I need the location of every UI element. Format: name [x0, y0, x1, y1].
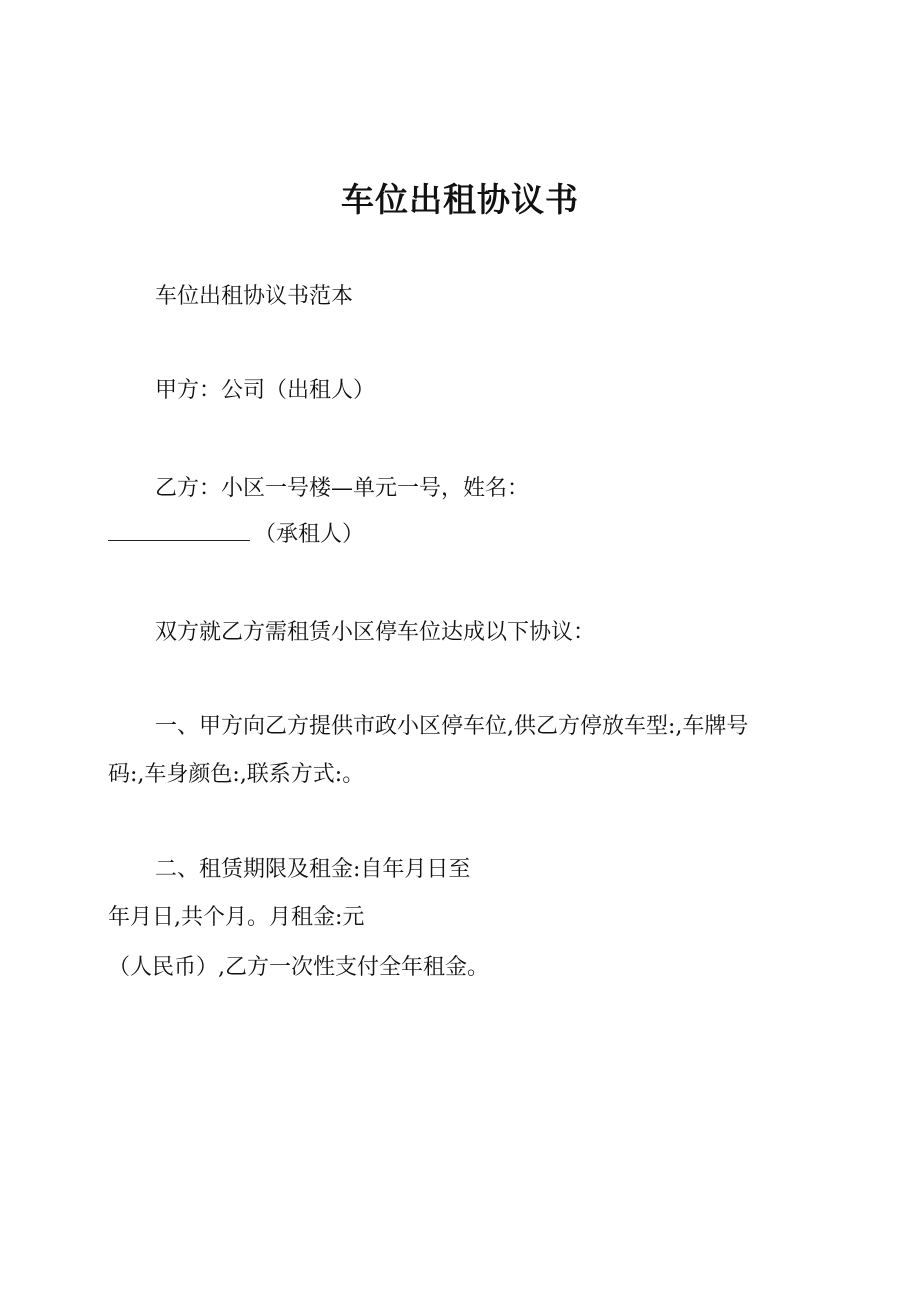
name-blank-line	[108, 520, 250, 541]
clause-2-line-3: （人民币）,乙方一次性支付全年租金。	[108, 955, 489, 980]
clause-2-line-1: 二、租赁期限及租金:自年月日至	[155, 857, 471, 882]
party-b-line-2	[108, 518, 364, 552]
document-subtitle: 车位出租协议书范本	[155, 284, 354, 309]
party-a: 甲方：公司（出租人）	[155, 378, 376, 403]
clause-2-line-2: 年月日,共个月。月租金:元	[108, 905, 365, 930]
document-title: 车位出租协议书	[341, 180, 579, 219]
party-b-role: （承租人）	[254, 522, 365, 547]
clause-1-line-1: 一、甲方向乙方提供市政小区停车位,供乙方停放车型:,车牌号	[155, 714, 749, 739]
clause-1-line-2: 码:,车身颜色:,联系方式:。	[108, 762, 365, 787]
party-b-line-1: 乙方：小区一号楼—单元一号，姓名：	[155, 476, 530, 501]
agreement-intro: 双方就乙方需租赁小区停车位达成以下协议：	[155, 620, 596, 645]
